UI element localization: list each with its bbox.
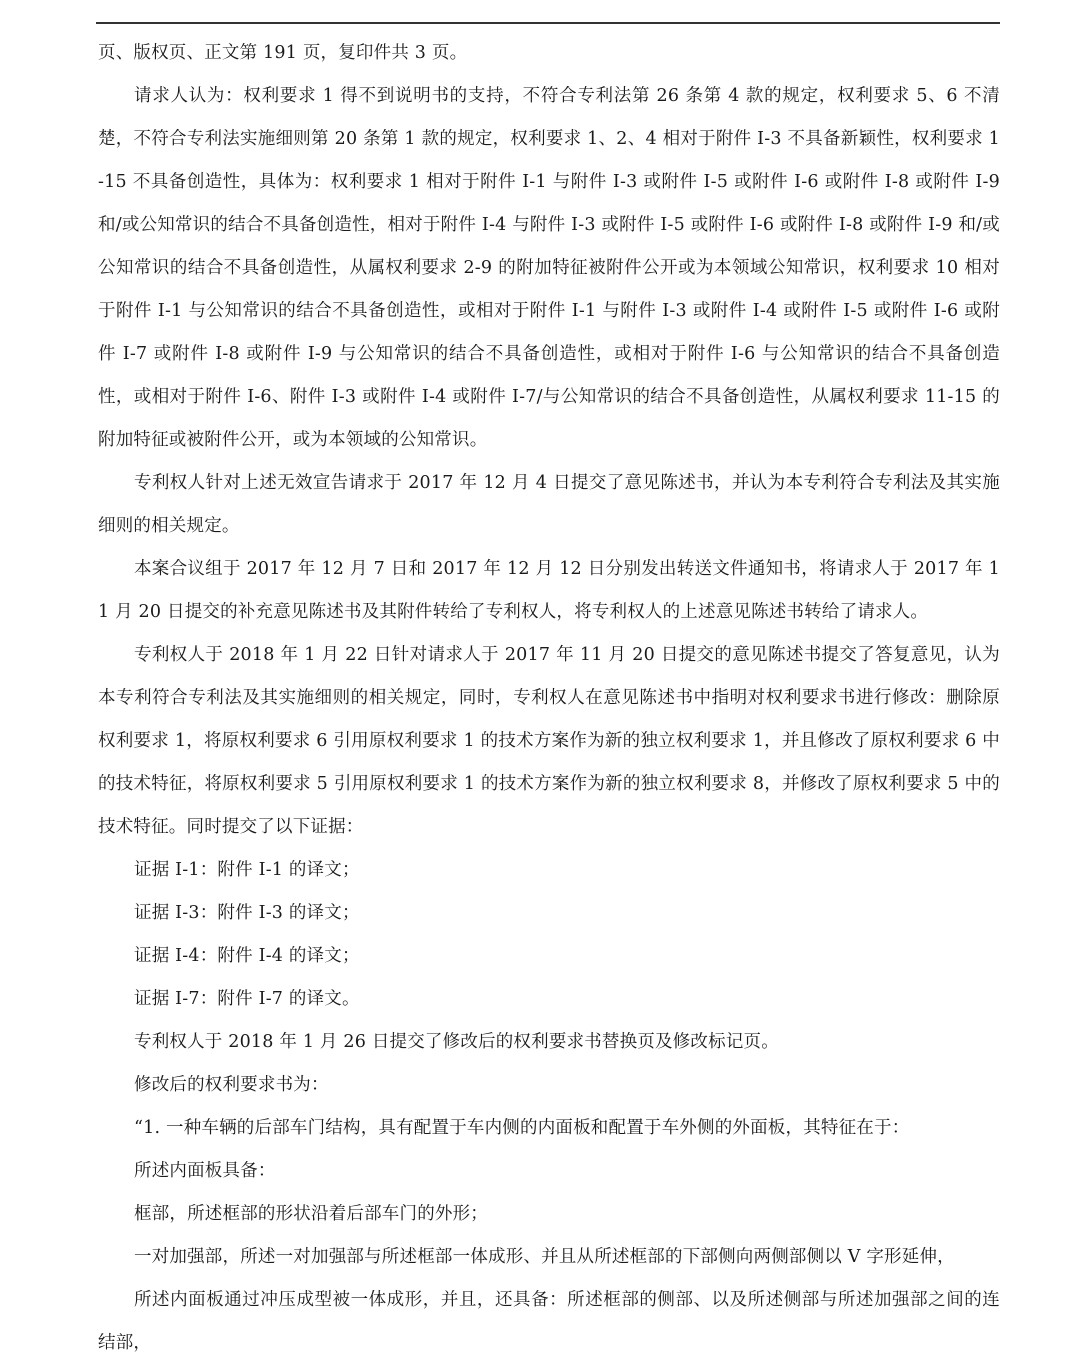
evidence-item: 证据 I-4：附件 I-4 的译文； [134,946,360,966]
claim-feature: 一对加强部，所述一对加强部与所述框部一体成形、并且从所述框部的下部侧向两侧部侧以 V 字形延伸， [134,1247,955,1267]
document-page [98,32,1000,1365]
evidence-item: 证据 I-1：附件 I-1 的译文； [134,860,360,880]
paragraph-patentee-reply: 专利权人于 2018 年 1 月 22 日针对请求人于 2017 年 11 月 20 日提交的意见陈述书提交了答复意见，认为本专利符合专利法及其实施细则的相关规定，同时，专利权人在意见陈述书中指明对权利要求书进行修改：删除原权利要求 1，将原权利要求 6 引用原权利要求 1 的技术方案作为新的独立权利要求 1，并且修改了原权利要求 6 中的技术特征，将原权利要求 5 引用原权利要求 1 的技术方案作为新的独立权利要求 8，并修改了原权利要求 5 中的技术特征。同时提交了以下证据： [98,645,1000,837]
claim-feature: 所述内面板通过冲压成型被一体成形，并且，还具备：所述框部的侧部、以及所述侧部与所述加强部之间的连结部， [98,1290,1000,1353]
evidence-item: 证据 I-3：附件 I-3 的译文； [134,903,360,923]
paragraph-patentee-statement: 专利权人针对上述无效宣告请求于 2017 年 12 月 4 日提交了意见陈述书，并认为本专利符合专利法及其实施细则的相关规定。 [98,473,1000,536]
paragraph-requester-opinion: 请求人认为：权利要求 1 得不到说明书的支持，不符合专利法第 26 条第 4 款的规定，权利要求 5、6 不清楚，不符合专利法实施细则第 20 条第 1 款的规定，权利要求 1、2、4 相对于附件 I-3 不具备新颖性，权利要求 1-15 不具备创造性，具体为：权利要求 1 相对于附件 I-1 与附件 I-3 或附件 I-5 或附件 I-6 或附件 I-8 或附件 I-9 和/或公知常识的结合不具备创造性，相对于附件 I-4 与附件 I-3 或附件 I-5 或附件 I-6 或附件 I-8 或附件 I-9 和/或公知常识的结合不具备创造性，从属权利要求 2-9 的附加特征被附件公开或为本领域公知常识，权利要求 10 相对于附件 I-1 与公知常识的结合不具备创造性，或相对于附件 I-1 与附件 I-3 或附件 I-4 或附件 I-5 或附件 I-6 或附件 I-7 或附件 I-8 或附件 I-9 与公知常识的结合不具备创造性，或相对于附件 I-6 与公知常识的结合不具备创造性，或相对于附件 I-6、附件 I-3 或附件 I-4 或附件 I-7/与公知常识的结合不具备创造性，从属权利要求 11-15 的附加特征或被附件公开，或为本领域的公知常识。 [98,86,1000,450]
claim-1-preamble: “1. 一种车辆的后部车门结构，具有配置于车内侧的内面板和配置于车外侧的外面板，其特征在于： [134,1118,910,1138]
claim-feature: 所述内面板具备： [134,1161,276,1181]
header-rule [96,22,1000,24]
claim-feature: 框部，所述框部的形状沿着后部车门的外形； [134,1204,488,1224]
paragraph-continuation: 页、版权页、正文第 191 页，复印件共 3 页。 [98,43,468,63]
paragraph-panel-notice: 本案合议组于 2017 年 12 月 7 日和 2017 年 12 月 12 日分别发出转送文件通知书，将请求人于 2017 年 11 月 20 日提交的补充意见陈述书及其附件转给了专利权人，将专利权人的上述意见陈述书转给了请求人。 [98,559,1000,622]
paragraph-replacement-pages: 专利权人于 2018 年 1 月 26 日提交了修改后的权利要求书替换页及修改标记页。 [134,1032,779,1052]
evidence-item: 证据 I-7：附件 I-7 的译文。 [134,989,360,1009]
paragraph-amended-claims-intro: 修改后的权利要求书为： [134,1075,329,1095]
